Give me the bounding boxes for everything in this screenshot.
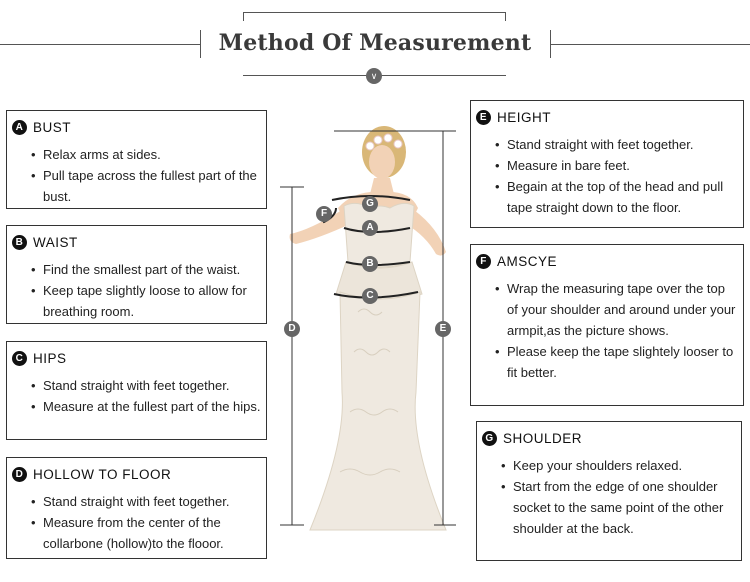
marker-a-icon: A — [362, 220, 378, 236]
hips-heading: HIPS — [33, 351, 67, 366]
neck-shape — [370, 178, 394, 194]
height-list — [495, 134, 739, 218]
badge-c-icon: C — [12, 351, 27, 366]
amscye-list — [495, 278, 739, 383]
waist-title — [12, 235, 78, 250]
amscye-heading: AMSCYE — [497, 254, 558, 269]
list-item: • Measure at the fullest part of the hips. — [31, 396, 262, 417]
marker-c-icon: C — [362, 288, 378, 304]
bust-list — [31, 144, 262, 207]
list-item: • Keep tape slightly loose to allow for breathing room. — [31, 280, 262, 322]
page-title: Method Of Measurement — [218, 30, 532, 56]
list-item: • Please keep the tape slightely looser to fit better. — [495, 341, 739, 383]
badge-e-icon: E — [476, 110, 491, 125]
shoulder-title — [482, 431, 582, 446]
header-rule-left — [0, 44, 200, 45]
shoulder-list — [501, 455, 737, 539]
badge-d-icon: D — [12, 467, 27, 482]
bodice-shape — [344, 203, 414, 267]
shoulder-heading: SHOULDER — [503, 431, 583, 446]
hips-list — [31, 375, 262, 417]
waist-heading: WAIST — [33, 235, 78, 250]
marker-e-icon: E — [435, 321, 451, 337]
marker-f-icon: F — [316, 206, 332, 222]
list-item: • Relax arms at sides. — [31, 144, 262, 165]
shoulder-box — [476, 421, 742, 561]
marker-b-icon: B — [362, 256, 378, 272]
list-item: • Start from the edge of one shoulder socket to the same point of the other shoulder at the back. — [501, 476, 737, 539]
waist-list — [31, 259, 262, 322]
list-item: • Stand straight with feet together. — [31, 491, 262, 512]
hips-box — [6, 341, 267, 440]
waist-box — [6, 225, 267, 324]
list-item: • Pull tape across the fullest part of the bust. — [31, 165, 262, 207]
list-item: • Measure in bare feet. — [495, 155, 739, 176]
hollow-box — [6, 457, 267, 559]
hips-title — [12, 351, 67, 366]
list-item: • Begain at the top of the head and pull tape straight down to the floor. — [495, 176, 739, 218]
list-item: • Stand straight with feet together. — [495, 134, 739, 155]
face-shape — [369, 145, 395, 179]
height-box — [470, 100, 744, 228]
list-item: • Measure from the center of the collarbone (hollow)to the flooor. — [31, 512, 262, 554]
chevron-down-icon: ∨ — [366, 68, 382, 84]
amscye-title — [476, 254, 557, 269]
hollow-title — [12, 467, 171, 482]
badge-f-icon: F — [476, 254, 491, 269]
height-heading: HEIGHT — [497, 110, 552, 125]
list-item: • Wrap the measuring tape over the top of your shoulder and around under your armpit,as the picture shows. — [495, 278, 739, 341]
skirt-shape — [310, 292, 446, 530]
marker-g-icon: G — [362, 196, 378, 212]
hollow-list — [31, 491, 262, 554]
badge-g-icon: G — [482, 431, 497, 446]
bust-box — [6, 110, 267, 209]
badge-b-icon: B — [12, 235, 27, 250]
hollow-heading: HOLLOW TO FLOOR — [33, 467, 172, 482]
list-item: • Keep your shoulders relaxed. — [501, 455, 737, 476]
amscye-box — [470, 244, 744, 406]
bust-title — [12, 120, 71, 135]
badge-a-icon: A — [12, 120, 27, 135]
list-item: • Stand straight with feet together. — [31, 375, 262, 396]
height-title — [476, 110, 551, 125]
marker-d-icon: D — [284, 321, 300, 337]
header-rule-right — [550, 44, 750, 45]
dress-figure — [270, 112, 470, 537]
list-item: • Find the smallest part of the waist. — [31, 259, 262, 280]
bust-heading: BUST — [33, 120, 72, 135]
